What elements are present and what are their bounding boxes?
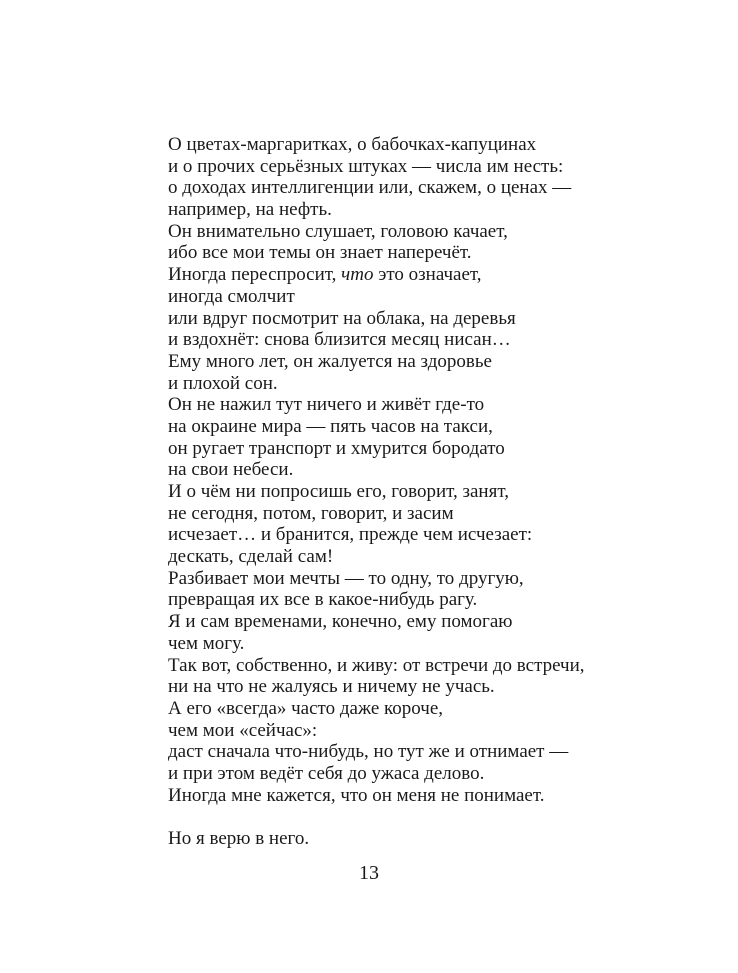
- poem-line: дескать, сделай сам!: [168, 546, 334, 568]
- poem-line: [168, 264, 688, 286]
- poem-line: О цветах-маргаритках, о бабочках-капуцинах: [168, 134, 537, 155]
- poem-line: Я и сам временами, конечно, ему помогаю: [168, 611, 513, 633]
- poem-line: Он внимательно слушает, головою качает,: [168, 220, 508, 242]
- poem-line: исчезает… и бранится, прежде чем исчезает:: [168, 524, 533, 546]
- poem-line: и при этом ведёт себя до ужаса делово.: [168, 762, 485, 784]
- poem-line: и вздохнёт: снова близится месяц нисан…: [168, 329, 511, 351]
- poem-line: не сегодня, потом, говорит, и засим: [168, 502, 454, 524]
- poem-line: Иногда мне кажется, что он меня не понимает.: [168, 784, 545, 806]
- poem-line: превращая их все в какое-нибудь рагу.: [168, 589, 478, 611]
- poem-line: ибо все мои темы он знает наперечёт.: [168, 242, 472, 264]
- poem-line: на свои небеси.: [168, 459, 294, 481]
- poem-line: Разбивает мои мечты — то одну, то другую,: [168, 567, 524, 589]
- poem-line: например, на нефть.: [168, 199, 332, 221]
- poem-line: Он не нажил тут ничего и живёт где-то: [168, 394, 485, 416]
- poem-line: И о чём ни попросишь его, говорит, занят,: [168, 481, 509, 502]
- page-number: 13: [359, 862, 379, 884]
- poem-line: чем могу.: [168, 632, 245, 654]
- poem-text: [168, 134, 688, 850]
- poem-line-segment: это означает,: [373, 264, 482, 286]
- stanza-gap: [168, 806, 688, 828]
- poem-line: ни на что не жалуясь и ничему не учась.: [168, 676, 495, 698]
- poem-line: Так вот, собственно, и живу: от встречи до встречи,: [168, 654, 585, 676]
- poem-line: о доходах интеллигенции или, скажем, о ценах —: [168, 177, 572, 199]
- poem-line: Ему много лет, он жалуется на здоровье: [168, 350, 492, 372]
- poem-line: он ругает транспорт и хмурится бородато: [168, 437, 505, 459]
- poem-line: А его «всегда» часто даже короче,: [168, 697, 444, 719]
- poem-line: и плохой сон.: [168, 372, 278, 394]
- poem-line: или вдруг посмотрит на облака, на деревья: [168, 307, 516, 329]
- poem-line: даст сначала что-нибудь, но тут же и отнимает —: [168, 741, 569, 763]
- poem-line: на окраине мира — пять часов на такси,: [168, 415, 493, 437]
- poem-line-segment: Иногда переспросит,: [168, 264, 342, 286]
- poem-line: и о прочих серьёзных штуках — числа им несть:: [168, 155, 564, 177]
- poem-line-italic: что: [341, 264, 374, 286]
- poem-final-line: Но я верю в него.: [168, 828, 310, 849]
- poem-line: иногда смолчит: [168, 285, 295, 307]
- poem-line: чем мои «сейчас»:: [168, 719, 318, 741]
